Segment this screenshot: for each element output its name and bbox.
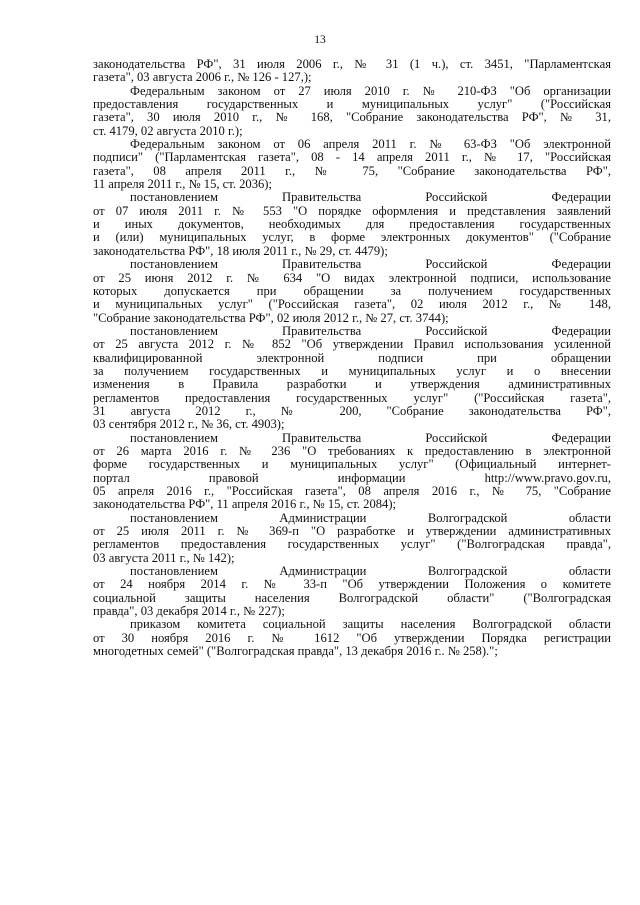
text-line: законодательства РФ", 31 июля 2006 г., № 31 (1 ч.), ст. 3451, "Парламентская [93,58,611,71]
text-line: от 25 июля 2011 г. № 369-п "О разработке и утверждении административных [93,525,611,539]
paragraph [93,258,611,325]
text-line: 31 августа 2012 г., № 200, "Собрание законодательства РФ", [93,404,611,418]
text-line: квалифицированной электронной подписи при обращении [93,351,611,365]
text-line: портал правовой информации http://www.pravo.gov.ru, [93,471,611,485]
text-line: изменения в Правила разработки и утверждения административных [93,378,611,392]
page-number: 13 [314,34,326,46]
text-line: постановлением Правительства Российской Федерации [130,191,611,205]
text-line: от 25 июня 2012 г. № 634 "О видах электронной подписи, использование [93,271,611,285]
text-line: 03 августа 2011 г., № 142); [93,551,235,565]
text-line: газета", 30 июля 2010 г., № 168, "Собрание законодательства РФ", № 31, [93,111,611,125]
paragraph [93,512,611,565]
text-line: от 07 июля 2011 г. № 553 "О порядке оформления и представления заявлений [93,204,611,218]
text-line: предоставления государственных и муниципальных услуг" ("Российская [93,98,611,112]
text-line: и муниципальных услуг" ("Российская газета", 02 июля 2012 г., № 148, [93,298,611,312]
text-line: "Собрание законодательства РФ", 02 июля 2012 г., № 27, ст. 3744); [93,311,449,325]
text-line: Федеральным законом от 06 апреля 2011 г. № 63-ФЗ "Об электронной [130,138,611,152]
document-body [93,58,611,658]
paragraph [93,565,611,618]
paragraph [93,618,611,658]
text-line: социальной защиты населения Волгоградской области" ("Волгоградская [93,591,611,605]
paragraph [93,432,611,512]
text-line: законодательства РФ", 11 апреля 2016 г., № 15, ст. 2084); [93,498,397,512]
text-line: за получением государственных и муниципальных услуг и о внесении [93,364,611,378]
text-line: газета", 08 апреля 2011 г., № 75, "Собрание законодательства РФ", [93,164,611,178]
text-line: 03 сентября 2012 г., № 36, ст. 4903); [93,418,285,432]
text-line: которых допускается при обращении за получением государственных [93,284,611,298]
text-line: законодательства РФ", 18 июля 2011 г., № 29, ст. 4479); [93,244,388,258]
text-line: от 26 марта 2016 г. № 236 "О требованиях к предоставлению в электронной [93,444,611,458]
text-line: газета", 03 августа 2006 г., № 126 - 127,); [93,71,312,85]
text-line: постановлением Администрации Волгоградской области [130,511,611,525]
text-line: подписи" ("Парламентская газета", 08 - 14 апреля 2011 г., № 17, "Российская [93,151,611,165]
text-line: многодетных семей" ("Волгоградская правда", 13 декабря 2016 г.. № 258)."; [93,645,498,659]
text-line: от 30 ноября 2016 г. № 1612 "Об утверждении Порядка регистрации [93,631,611,645]
paragraph [93,191,611,258]
text-line: и (или) муниципальных услуг, в форме электронных документов" ("Собрание [93,231,611,245]
paragraph [93,85,611,138]
text-line: 05 апреля 2016 г., "Российская газета", 08 апреля 2016 г., № 75, "Собрание [93,485,611,498]
text-line: постановлением Администрации Волгоградской области [130,565,611,579]
text-line: форме государственных и муниципальных услуг" (Официальный интернет- [93,458,611,472]
text-line: постановлением Правительства Российской Федерации [130,431,611,445]
paragraph [93,138,611,191]
text-line: от 25 августа 2012 г. № 852 "Об утверждении Правил использования усиленной [93,338,611,352]
paragraph [93,58,611,85]
text-line: регламентов предоставления государственных услуг" ("Российская газета", [93,391,611,405]
text-line: приказом комитета социальной защиты населения Волгоградской области [130,618,611,632]
paragraph [93,325,611,432]
text-line: 11 апреля 2011 г., № 15, ст. 2036); [93,178,272,192]
text-line: постановлением Правительства Российской Федерации [130,258,611,272]
text-line: от 24 ноября 2014 г. № 33-п "Об утверждении Положения о комитете [93,578,611,592]
text-line: Федеральным законом от 27 июля 2010 г. № 210-ФЗ "Об организации [130,84,611,98]
text-line: регламентов предоставления государственных услуг" ("Волгоградская правда", [93,538,611,552]
text-line: правда", 03 декабря 2014 г., № 227); [93,605,285,619]
text-line: и иных документов, необходимых для предоставления государственных [93,218,611,232]
text-line: ст. 4179, 02 августа 2010 г.); [93,124,243,138]
text-line: постановлением Правительства Российской Федерации [130,324,611,338]
